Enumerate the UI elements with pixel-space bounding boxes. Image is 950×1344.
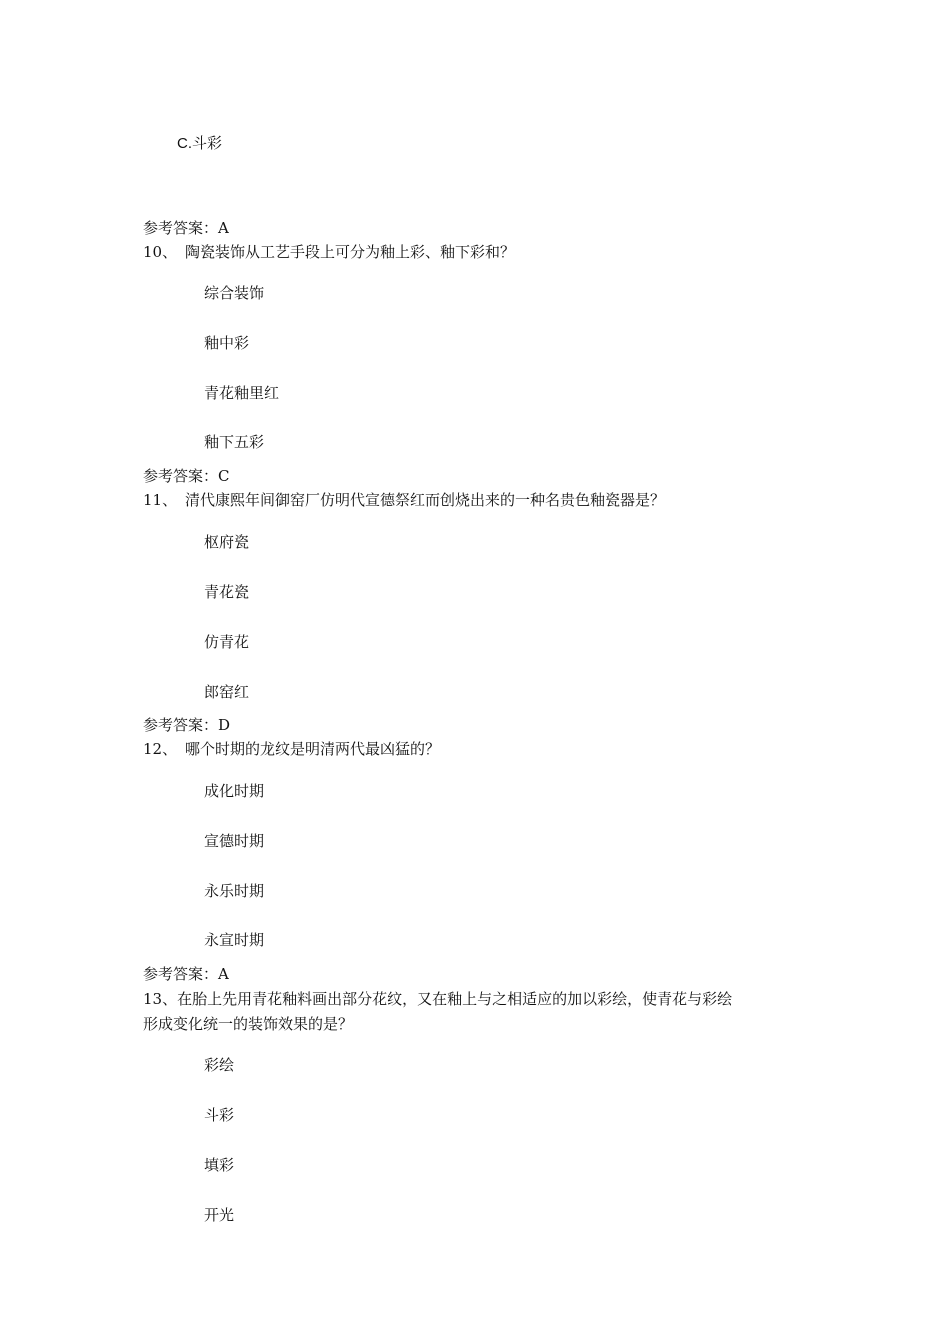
q11-answer: 参考答案：D	[143, 716, 231, 734]
q10-text: 陶瓷装饰从工艺手段上可分为釉上彩、釉下彩和？	[185, 243, 516, 261]
q10-answer: 参考答案：C	[143, 467, 230, 485]
q12-option: 永宣时期	[204, 931, 265, 949]
q12-answer: 参考答案：A	[143, 965, 229, 983]
q11-option: 仿青花	[204, 633, 250, 651]
q10-question	[143, 242, 515, 262]
q11-option: 郎窑红	[204, 683, 250, 701]
q10-option: 釉下五彩	[204, 433, 265, 451]
q13-question-line2: 形成变化统一的装饰效果的是？	[143, 1015, 354, 1033]
q12-option: 成化时期	[204, 782, 265, 800]
q10-option: 釉中彩	[204, 334, 250, 352]
q9-option-c: C.斗彩	[177, 135, 223, 152]
q9-answer: 参考答案：A	[143, 219, 229, 237]
q11-question	[143, 490, 665, 510]
q11-number: 11、	[143, 491, 178, 509]
q12-option: 永乐时期	[204, 882, 265, 900]
q13-option: 彩绘	[204, 1056, 235, 1074]
q10-number: 10、	[143, 243, 178, 261]
q11-text: 清代康熙年间御窑厂仿明代宣德祭红而创烧出来的一种名贵色釉瓷器是？	[185, 491, 666, 509]
q13-question-line1: 13、在胎上先用青花釉料画出部分花纹，又在釉上与之相适应的加以彩绘，使青花与彩绘	[143, 990, 733, 1008]
q12-question	[143, 739, 440, 759]
q12-option: 宣德时期	[204, 832, 265, 850]
q10-option: 青花釉里红	[204, 384, 280, 402]
q11-option: 青花瓷	[204, 583, 250, 601]
q10-option: 综合装饰	[204, 284, 265, 302]
q12-number: 12、	[143, 740, 178, 758]
q12-text: 哪个时期的龙纹是明清两代最凶猛的？	[185, 740, 441, 758]
q11-option: 枢府瓷	[204, 533, 250, 551]
q13-option: 斗彩	[204, 1106, 235, 1124]
q13-option: 填彩	[204, 1156, 235, 1174]
q13-option: 开光	[204, 1206, 235, 1224]
